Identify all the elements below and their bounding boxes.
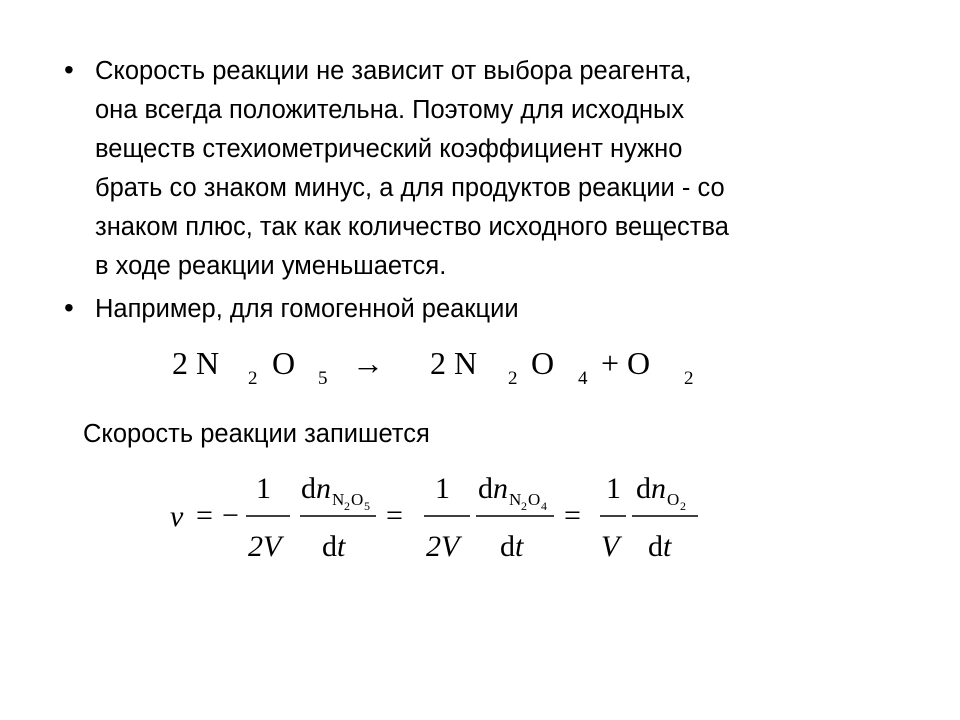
product-o2-subscript: 2 [684,368,694,389]
denominator-2v-1: 2V [248,530,282,563]
rate-caption: Скорость реакции запишется [83,420,430,448]
bullet-dot-1: • [64,54,74,85]
bullet-1-line: брать со знаком минус, а для продуктов реакции - со [95,174,725,202]
bullet-1-line: веществ стехиометрический коэффициент нужно [95,135,683,163]
subscript-4: 4 [541,499,547,513]
product-n-subscript: 2 [508,368,518,389]
equals-sign-2: = [386,499,403,532]
subscript-n: N [332,490,345,509]
minus-sign: − [222,499,239,532]
reactant-n-coef: 2 N [172,345,220,381]
subscript-o: O [351,490,364,509]
t-letter: t [337,530,346,563]
bullet-1-line: в ходе реакции уменьшается. [95,252,447,280]
t-letter: t [515,530,524,563]
numerator-one-2: 1 [435,472,450,505]
d-letter: d [648,530,663,563]
rate-symbol: v [170,500,184,533]
n-letter: n [493,472,508,505]
rate-equation [160,460,720,570]
denominator-v: V [601,530,620,563]
product-o: O [531,345,555,381]
numerator-one-1: 1 [256,472,271,505]
denominator-2v-2: 2V [426,530,460,563]
subscript-2: 2 [521,499,527,513]
d-letter: d [636,472,651,505]
equals-sign-1: = [196,499,213,532]
n-letter: n [651,472,666,505]
equals-sign-3: = [564,499,581,532]
d-letter: d [500,530,515,563]
subscript-2: 2 [680,499,686,513]
t-letter: t [663,530,672,563]
bullet-1-line: она всегда положительна. Поэтому для исходных [95,96,685,124]
subscript-5: 5 [364,499,370,513]
bullet-1-line: Скорость реакции не зависит от выбора реагента, [95,57,692,85]
product-o2: + O [601,345,651,381]
d-letter: d [322,530,337,563]
reactant-n-subscript: 2 [248,368,258,389]
bullet-dot-2: • [64,292,74,323]
bullet-2-text [95,290,895,329]
subscript-o: O [667,490,680,509]
product-o-subscript: 4 [578,368,588,389]
n-letter: n [316,472,331,505]
subscript-n: N [509,490,522,509]
reactant-o: O [272,345,296,381]
reaction-arrow: → [352,345,384,381]
subscript-o: O [528,490,541,509]
d-letter: d [478,472,493,505]
subscript-2: 2 [344,499,350,513]
bullet-1-text [95,52,895,286]
bullet-1-line: знаком плюс, так как количество исходного вещества [95,213,729,241]
product-n-coef: 2 N [430,345,478,381]
d-letter: d [301,472,316,505]
reactant-o-subscript: 5 [318,368,328,389]
numerator-one-3: 1 [606,472,621,505]
bullet-2-line: Например, для гомогенной реакции [95,295,519,323]
